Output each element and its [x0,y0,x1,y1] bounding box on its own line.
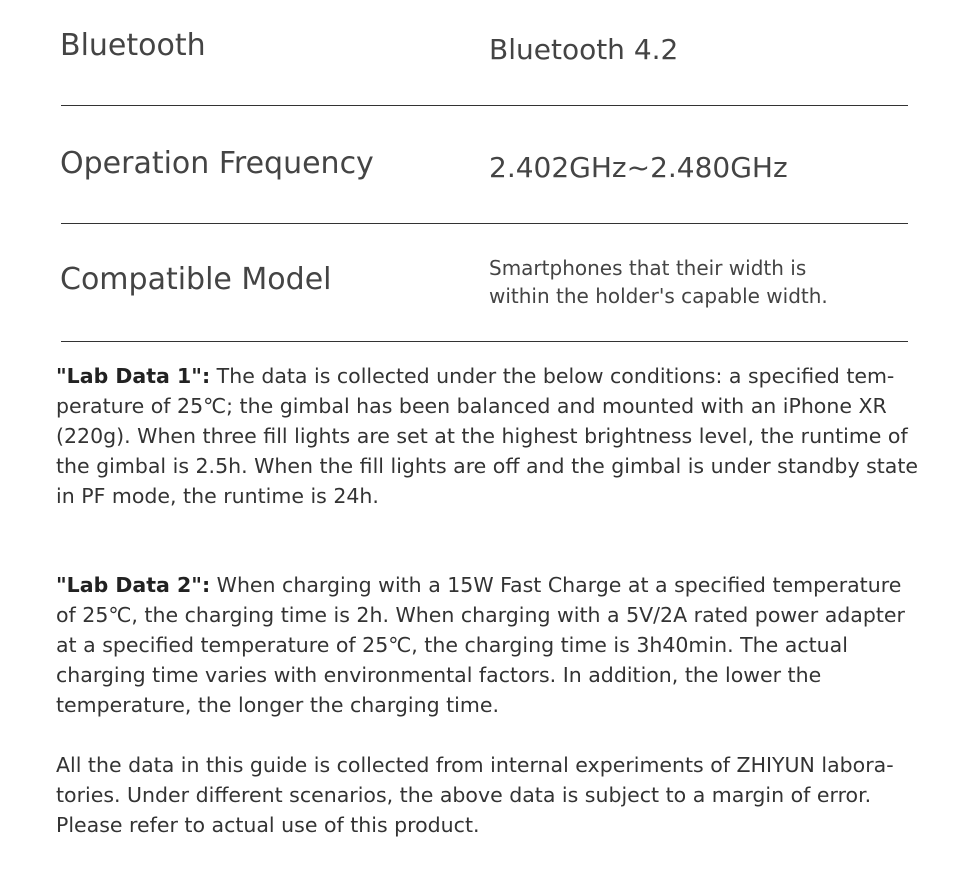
disclaimer-note: All the data in this guide is collected from internal experiments of ZHIYUN labora-tories. Under different scenarios, the above data is subject to a margin of error. Please refer to actual use of this product. [56,753,894,837]
row-divider [61,105,908,106]
lab-data-1-text: The data is collected under the below conditions: a specified tem-perature of 25℃; the gimbal has been balanced and mounted with an iPhone XR (220g). When three fill lights are set at the highest brightness level, the runtime of the gimbal is 2.5h. When the fill lights are off and the gimbal is under standby state in PF mode, the runtime is 24h. [56,364,919,508]
spec-value-bluetooth: Bluetooth 4.2 [489,33,679,66]
lab-data-2-note [56,570,922,720]
spec-value-operation-frequency: 2.402GHz~2.480GHz [489,151,788,184]
lab-data-1-title: "Lab Data 1": [56,364,211,388]
row-divider [61,341,908,342]
spec-label-operation-frequency: Operation Frequency [60,146,374,181]
spec-value-compatible-model [489,254,869,310]
spec-label-compatible-model: Compatible Model [60,262,332,297]
spec-label-bluetooth: Bluetooth [60,28,206,63]
spec-value-compatible-model-line2: within the holder's capable width. [489,284,828,308]
row-divider [61,223,908,224]
spec-value-compatible-model-line1: Smartphones that their width is [489,256,807,280]
lab-data-1-note [56,361,922,511]
lab-data-2-text: When charging with a 15W Fast Charge at a specified temperature of 25℃, the charging time is 2h. When charging with a 5V/2A rated power adapter at a specified temperature of 25℃, the charging time is 3h40min. The actual charging time varies with environmental factors. In addition, the lower the temperature, the longer the charging time. [56,573,905,717]
lab-data-2-title: "Lab Data 2": [56,573,211,597]
